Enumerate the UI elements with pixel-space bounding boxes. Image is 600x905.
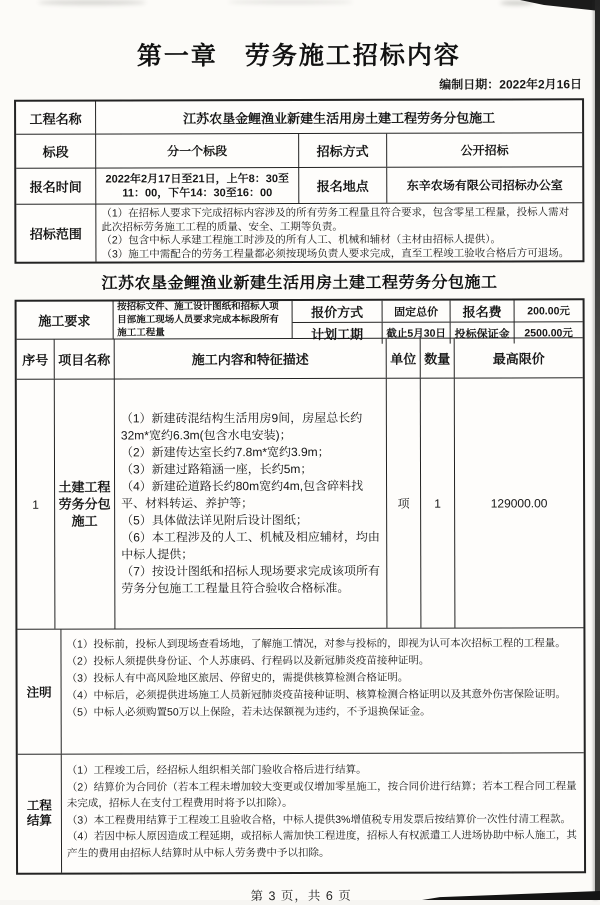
plan-duration-value: 截止5月30日 (383, 323, 451, 344)
document-body (14, 27, 586, 904)
signup-fee-label: 报名费 (451, 300, 515, 321)
bid-scope-value: （1）在招标人要求下完成招标内容涉及的所有劳务工程量且符合要求，包含零星工程量，投标人需对此次招标劳务施工工程的质量、安全、工期等负责。 （2）包含中标人承建工程施工时涉及的所有人工、机械和辅材（主材由招标人提供）。 （3）施工中需配合的劳务工程量都必须按现场负责人要求完成，直至工程竣工验收合格后方可退场。 (101, 206, 570, 261)
signup-place-label: 报名地点 (299, 168, 387, 203)
compile-date: 编制日期：2022年2月16日 (439, 77, 583, 92)
schedule-item-row (17, 378, 584, 629)
item-qty: 1 (421, 379, 456, 628)
scan-corner-artifact (520, 0, 600, 11)
item-name-text: 土建工程劳务分包施工 (58, 479, 111, 529)
requirement-right-block (293, 300, 583, 342)
settlement-label-text: 工程结算 (26, 798, 52, 828)
scan-smudge (228, 0, 353, 4)
quote-method-value: 固定总价 (383, 301, 451, 322)
header-seq: 序号 (17, 340, 55, 379)
signup-time-value: 2022年2月17日至21日，上午8：30至11：00，下午14：30至16：00 (96, 168, 299, 204)
chapter-title: 第一章 劳务施工招标内容 (136, 41, 461, 71)
bid-deposit-value: 2500.00元 (524, 327, 573, 340)
table-row (16, 203, 582, 261)
project-name-value: 江苏农垦金鲤渔业新建生活用房土建工程劳务分包施工 (183, 109, 496, 126)
plan-duration-label: 计划工期 (293, 323, 383, 344)
header-unit: 单位 (387, 339, 421, 378)
section-label: 标段 (16, 135, 96, 168)
table-row (16, 100, 582, 134)
bid-method-label: 招标方式 (299, 134, 387, 167)
scan-edge-artifact (595, 0, 600, 900)
signup-fee-value: 200.00元 (527, 305, 570, 318)
bid-schedule-table (15, 298, 587, 874)
settlement-label (18, 755, 62, 873)
construction-requirement-text: 按招标文件、施工设计图纸和招标人项目部施工现场人员要求完成本标段所有施工工程量 (113, 301, 293, 338)
project-subtitle: 江苏农垦金鲤渔业新建生活用房土建工程劳务分包施工 (101, 274, 498, 293)
bid-scope-label: 招标范围 (16, 205, 96, 262)
item-name (55, 379, 116, 628)
section-value: 分一个标段 (96, 134, 299, 168)
schedule-header-row (17, 338, 583, 379)
bid-deposit-label: 投标保证金 (451, 322, 515, 343)
construction-requirement-label: 施工要求 (17, 301, 114, 338)
note-row (17, 628, 583, 754)
header-item-name: 项目名称 (55, 339, 115, 378)
note-label: 注明 (17, 630, 61, 754)
project-name-label: 工程名称 (16, 102, 96, 134)
construction-requirement-row (17, 300, 583, 342)
bid-method-value: 公开招标 (460, 143, 509, 158)
header-max-price: 最高限价 (492, 351, 545, 367)
page-number: 第 3 页，共 6 页 (250, 888, 352, 904)
header-qty: 数量 (421, 339, 455, 378)
settlement-row (18, 753, 584, 872)
table-row (16, 167, 582, 204)
scan-smudge (38, 0, 146, 5)
item-description: （1）新建砖混结构生活用房9间，房屋总长约32m*宽约6.3m(包含水电安装)； （2）新建传达室长约7.8m*宽约3.9m； （3）新建过路箱涵一座，长约5m； （4）新建砼道路长约80m宽约4m,包含碎料找平、材料转运、养护等； （5）具体做法详见附后设计图纸； （6）本工程涉及的人工、机械及相应辅材，均由中标人提供； （7）按设计图纸和招标人现场要求完成该项所有劳务分包施工工程量且符合验收合格标准。 (115, 379, 388, 629)
item-max-price: 129000.00 (490, 495, 548, 511)
item-seq: 1 (17, 380, 56, 629)
settlement-text: （1）工程竣工后，经招标人组织相关部门验收合格后进行结算。 （2）结算价为合同价（若本工程未增加较大变更或仅增加零星施工，按合同价进行结算；若本工程合同工程量未完成，招标人在支付工程费用时将予以扣除）。 （3）本工程费用结算于工程竣工且验收合格，中标人提供3%增值税专用发票后按结算价一次性付清工程款。 （4）若因中标人原因造成工程延期，或招标人需加快工程进度，招标人有权派遣工人进场协助中标人施工，其产生的费用由招标人结算时从中标人劳务费中予以扣除。 (66, 763, 577, 860)
quote-method-label: 报价方式 (293, 301, 383, 322)
project-info-table (14, 98, 584, 263)
signup-place-value: 东辛农场有限公司招标办公室 (406, 178, 563, 193)
signup-time-label: 报名时间 (16, 169, 96, 204)
header-description: 施工内容和特征描述 (115, 339, 387, 379)
note-text: （1）投标前，投标人到现场查看场地，了解施工情况，对参与投标的，即视为认可本次招标工程的工程量。 （2）投标人须提供身份证、个人苏康码、行程码以及新冠肺炎疫苗接种证明。 （3）投标人有中高风险地区旅居、停留史的，需提供核算检测合格证明。 （4）中标后，必须提供进场施工人员新冠肺炎疫苗接种证明、核算检测合格证明以及其意外伤害保险证明。 （5）中标人必须购置50万以上保险，若未达保额视为违约，不予退换保证金。 (66, 637, 566, 719)
item-unit: 项 (387, 379, 422, 628)
quote-fee-subrow (293, 300, 583, 323)
table-row (16, 133, 582, 168)
